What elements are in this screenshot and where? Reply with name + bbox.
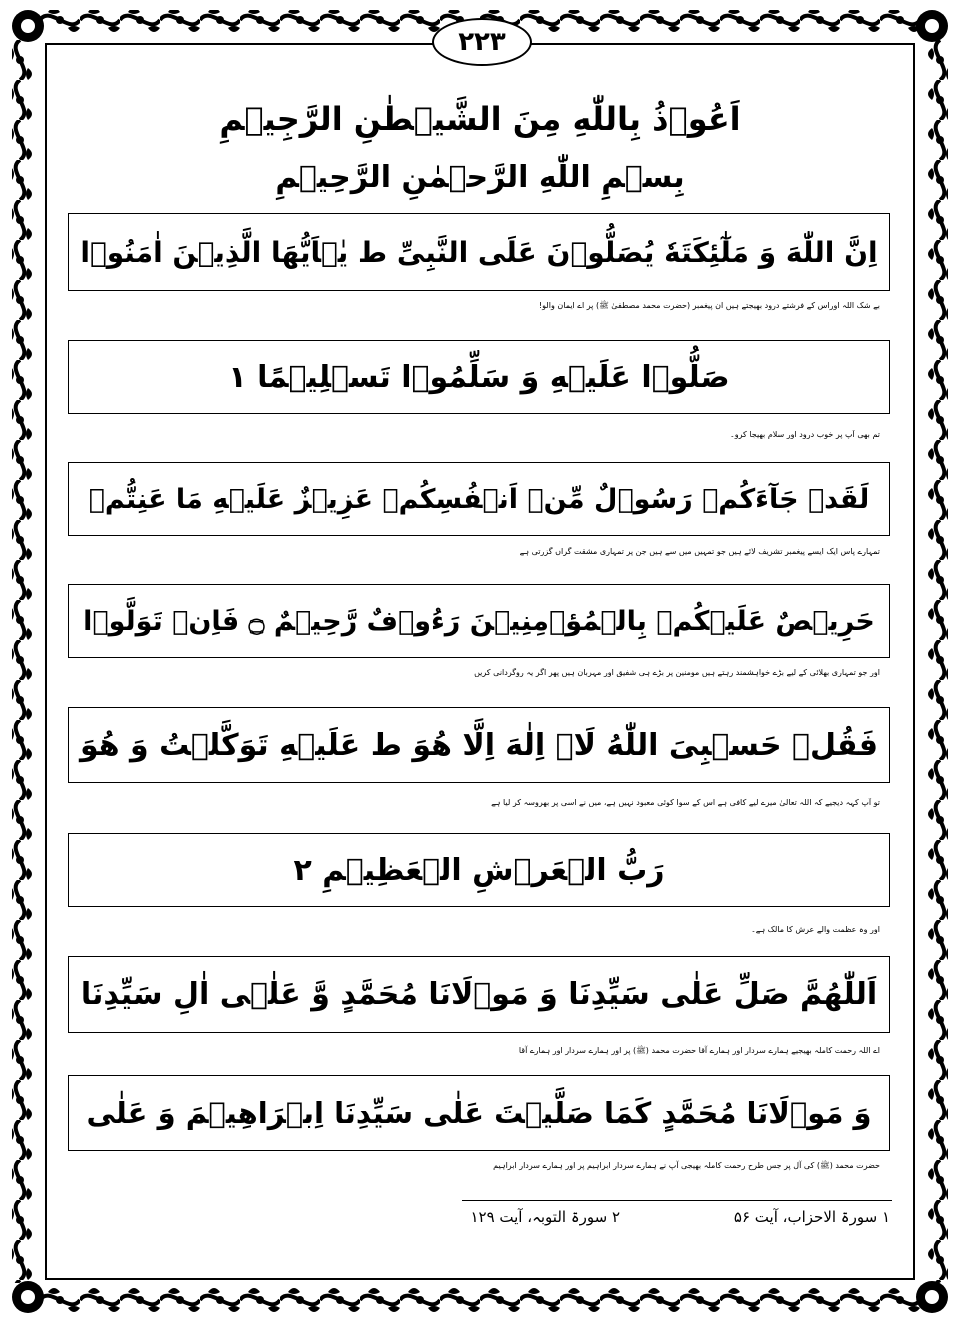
urdu-translation-4: اور جو تمہاری بھلائی کے لیے بڑے خواہشمند رہتے ہیں مومنین پر بڑے ہی شفیق اور مہربان ہیں پھر اگر یہ روگردانی کریں — [474, 668, 880, 677]
arabic-verse: فَقُلۡ حَسۡبِىَ اللّٰهُ لَاۤ اِلٰهَ اِلَّا هُوَ ط عَلَيۡهِ تَوَكَّلۡتُ وَ هُوَ — [79, 727, 879, 763]
arabic-verse: صَلُّوۡا عَلَيۡهِ وَ سَلِّمُوۡا تَسۡلِيۡمًا ۱ — [228, 359, 730, 395]
verse-box-4 — [68, 584, 890, 658]
page-number: ۲۲۳ — [432, 18, 532, 66]
bismillah-heading: بِسۡمِ اللّٰهِ الرَّحۡمٰنِ الرَّحِيۡمِ — [275, 160, 685, 195]
urdu-translation-1: بے شک اللہ اوراس کے فرشتے درود بھیجتے ہیں ان پیغمبر (حضرت محمد مصطفیٰ ﷺ) پر اے ایمان والو! — [538, 301, 880, 310]
urdu-translation-3: تمہارے پاس ایک ایسے پیغمبر تشریف لائے ہیں جو تمہیں میں سے ہیں جن پر تمہاری مشقت گراں گزرتی ہے — [519, 547, 880, 556]
urdu-translation-5: تو آپ کہہ دیجیے کہ اللہ تعالیٰ میرے لیے کافی ہے اس کے سوا کوئی معبود نہیں ہے، میں نے اسی پر بھروسہ کر لیا ہے — [491, 798, 880, 807]
footnote-divider — [462, 1200, 892, 1201]
urdu-translation-6: اور وہ عظمت والے عرش کا مالک ہے۔ — [751, 925, 880, 934]
footnote-2: ۲ سورۃ التوبہ، آیت ۱۲۹ — [470, 1208, 620, 1226]
arabic-verse: حَرِيۡصٌ عَلَيۡكُمۡ بِالۡمُؤۡمِنِيۡنَ رَءُوۡفٌ رَّحِيۡمٌ ۝ فَاِنۡ تَوَلَّوۡا — [83, 605, 875, 637]
verse-box-1 — [68, 213, 890, 291]
urdu-translation-7: اے اللہ رحمت کاملہ بھیجیے ہمارے سردار اور ہمارے آقا حضرت محمد (ﷺ) پر اور ہمارے سردار اور ہمارے آقا — [518, 1046, 880, 1055]
verse-box-6 — [68, 833, 890, 907]
arabic-verse: وَ مَوۡلَانَا مُحَمَّدٍ كَمَا صَلَّيۡتَ عَلٰى سَيِّدِنَا اِبۡرَاهِيۡمَ وَ عَلٰى — [86, 1096, 872, 1130]
arabic-verse: لَقَدۡ جَآءَكُمۡ رَسُوۡلٌ مِّنۡ اَنۡفُسِكُمۡ عَزِيۡزٌ عَلَيۡهِ مَا عَنِتُّمۡ — [88, 483, 870, 515]
arabic-verse: اِنَّ اللّٰهَ وَ مَلٰٓئِكَتَهٗ يُصَلُّوۡنَ عَلَى النَّبِىِّ ط يٰۤاَيُّهَا الَّذِيۡنَ اٰمَنُوۡا — [80, 235, 878, 269]
footnote-1: ۱ سورۃ الاحزاب، آیت ۵۶ — [733, 1208, 890, 1226]
arabic-verse: اَللّٰهُمَّ صَلِّ عَلٰى سَيِّدِنَا وَ مَوۡلَانَا مُحَمَّدٍ وَّ عَلٰۤى اٰلِ سَيِّدِنَا — [80, 977, 878, 1012]
arabic-verse: رَبُّ الۡعَرۡشِ الۡعَظِيۡمِ ۲ — [293, 852, 665, 888]
verse-box-5 — [68, 707, 890, 783]
taawwuz-heading: اَعُوۡذُ بِاللّٰهِ مِنَ الشَّيۡطٰنِ الرَّجِيۡمِ — [219, 100, 741, 138]
verse-box-3 — [68, 462, 890, 536]
urdu-translation-2: تم بھی آپ پر خوب درود اور سلام بھیجا کرو۔ — [730, 430, 880, 439]
verse-box-2 — [68, 340, 890, 414]
urdu-translation-8: حضرت محمد (ﷺ) کی آل پر جس طرح رحمت کاملہ بھیجی آپ نے ہمارے سردار ابراہیم پر اور ہمارے سردار ابراہیم — [493, 1161, 880, 1170]
verse-box-8 — [68, 1075, 890, 1151]
verse-box-7 — [68, 956, 890, 1033]
